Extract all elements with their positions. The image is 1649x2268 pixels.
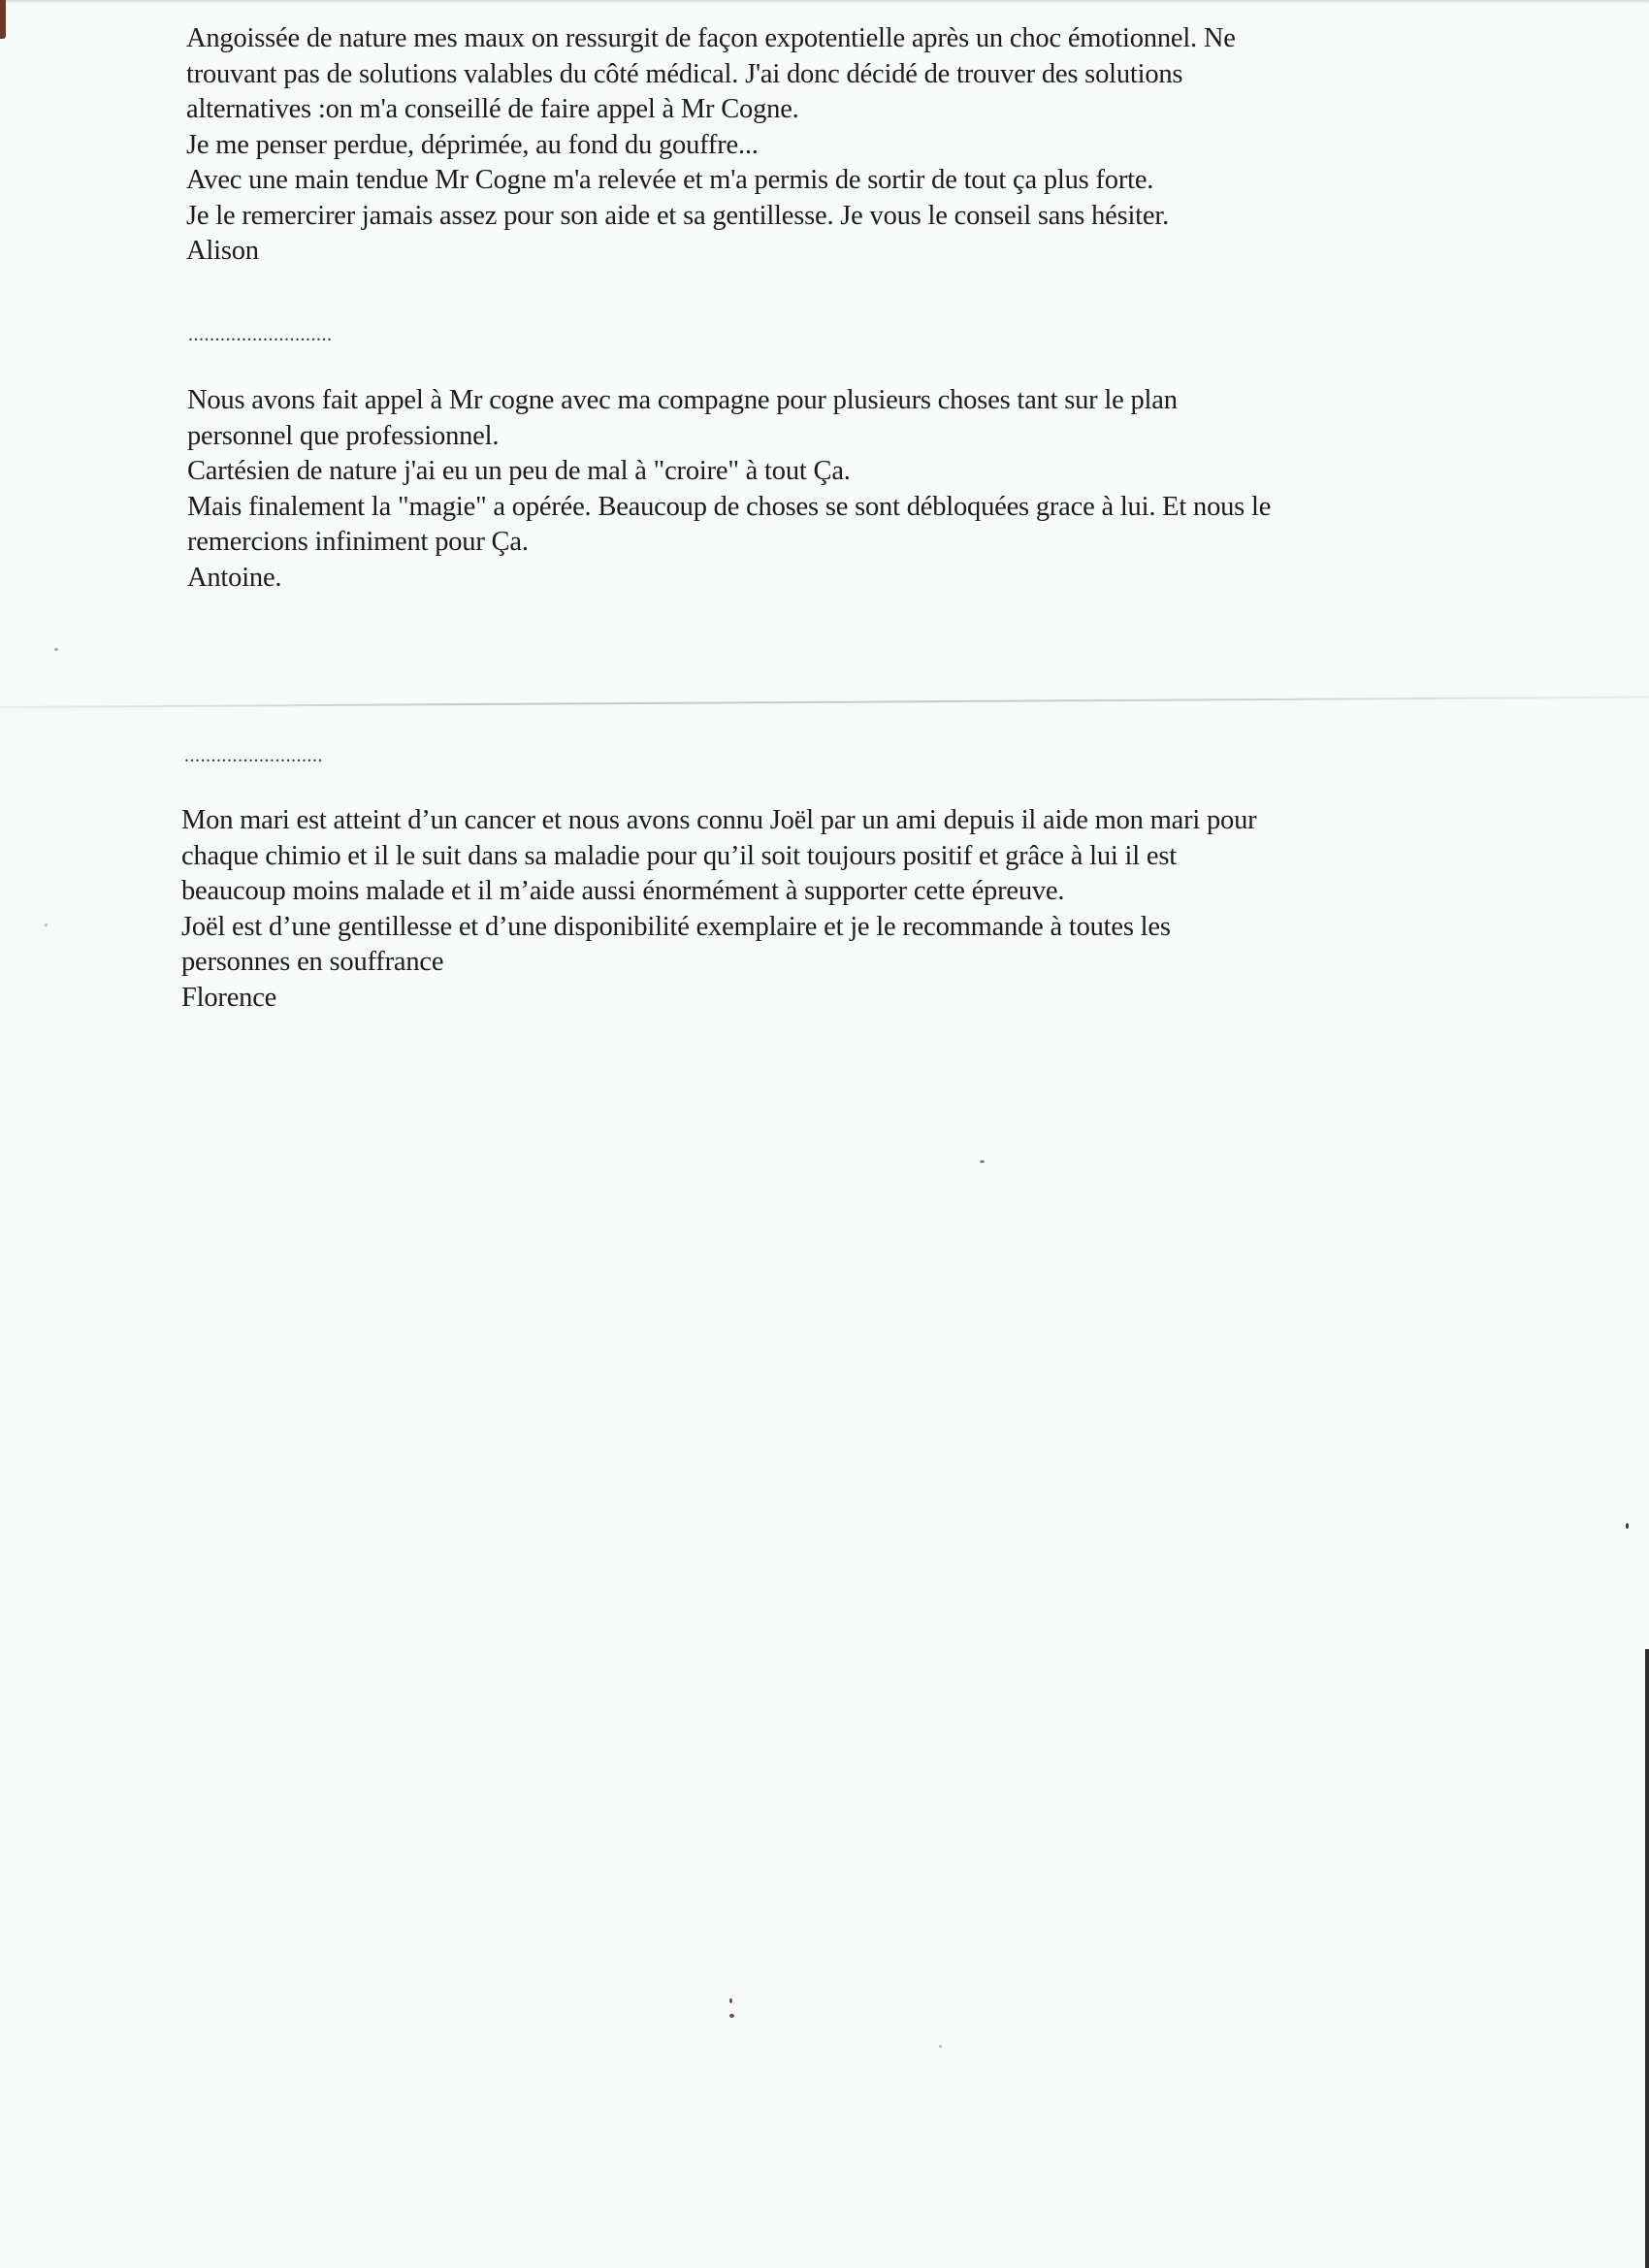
scan-speck	[45, 923, 48, 926]
testimonial-line: personnes en souffrance	[181, 947, 444, 977]
testimonial-line: Joël est d’une gentillesse et d’une disponibilité exemplaire et je le recommande à toutes les	[181, 911, 1171, 942]
scan-speck	[54, 648, 58, 651]
testimonial-line: remercions infiniment pour Ça.	[187, 527, 529, 557]
testimonial-signature: Florence	[181, 982, 277, 1013]
testimonial-line: Je le remercirer jamais assez pour son aide et sa gentillesse. Je vous le conseil sans hésiter.	[186, 200, 1169, 231]
testimonial-alison	[186, 21, 1236, 270]
testimonial-line: trouvant pas de solutions valables du côté médical. J'ai donc décidé de trouver des solutions	[186, 58, 1183, 89]
scan-edge-top	[0, 0, 1649, 4]
testimonial-line: Mon mari est atteint d’un cancer et nous avons connu Joël par un ami depuis il aide mon mari pour	[181, 805, 1257, 835]
scan-edge-right	[1645, 1649, 1649, 2268]
testimonial-line: Je me penser perdue, déprimée, au fond du gouffre...	[186, 129, 759, 160]
testimonial-signature: Antoine.	[187, 562, 282, 593]
separator-dots: ..........................	[184, 745, 323, 766]
testimonial-antoine	[187, 383, 1271, 596]
testimonial-line: personnel que professionnel.	[187, 420, 500, 451]
scan-speck	[980, 1160, 985, 1163]
testimonial-line: alternatives :on m'a conseillé de faire appel à Mr Cogne.	[186, 94, 799, 124]
paper-fold-line	[0, 697, 1649, 708]
testimonial-line: Nous avons fait appel à Mr cogne avec ma compagne pour plusieurs choses tant sur le plan	[187, 385, 1178, 415]
testimonial-line: Mais finalement la "magie" a opérée. Beaucoup de choses se sont débloquées grace à lui. Et nous le	[187, 491, 1272, 522]
testimonial-line: beaucoup moins malade et il m’aide aussi énormément à supporter cette épreuve.	[181, 876, 1065, 906]
scan-speck	[729, 1998, 732, 2003]
scan-speck	[729, 2014, 734, 2018]
scan-edge-left	[0, 0, 6, 39]
separator-dots: ...........................	[188, 324, 333, 345]
testimonial-line: chaque chimio et il le suit dans sa maladie pour qu’il soit toujours positif et grâce à lui il est	[181, 840, 1177, 871]
scan-speck	[939, 2045, 942, 2048]
scan-speck	[1626, 1523, 1629, 1529]
testimonial-signature: Alison	[186, 236, 259, 266]
testimonial-line: Angoissée de nature mes maux on ressurgit de façon expotentielle après un choc émotionnel. Ne	[186, 23, 1236, 53]
testimonial-line: Cartésien de nature j'ai eu un peu de mal à "croire" à tout Ça.	[187, 456, 851, 486]
testimonial-line: Avec une main tendue Mr Cogne m'a relevée et m'a permis de sortir de tout ça plus forte.	[186, 165, 1154, 195]
testimonial-florence	[181, 803, 1256, 1016]
